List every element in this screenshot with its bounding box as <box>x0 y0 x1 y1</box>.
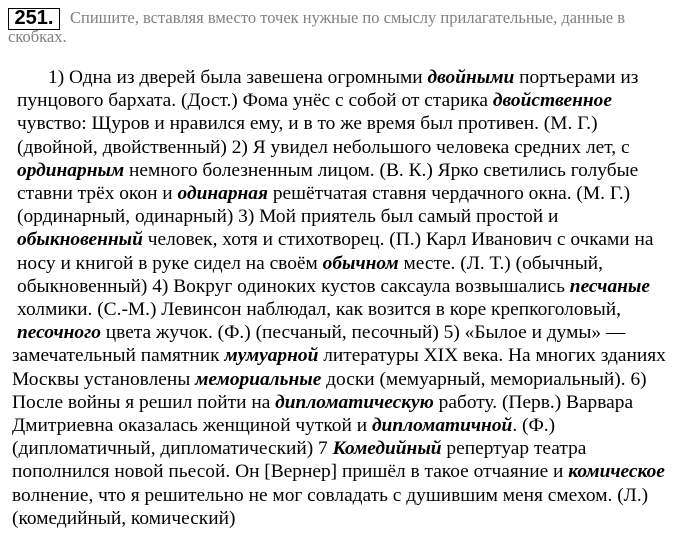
text-segment: работу. (Перв.) Варвара <box>433 391 634 413</box>
exercise-text <box>12 66 692 530</box>
text-segment: решётчатая ставня чердачного окна. (М. Г.) <box>267 183 631 205</box>
inserted-adjective: одинарная <box>177 183 268 205</box>
inserted-adjective: мемориальные <box>195 368 322 390</box>
text-segment: портьерами из <box>514 67 639 88</box>
text-line <box>12 414 692 437</box>
text-line <box>12 391 692 414</box>
instruction-line-1: Спишите, вставляя вместо точек нужные по смыслу прилагательные, данные в <box>70 8 626 27</box>
text-line <box>17 252 692 275</box>
text-line <box>17 228 692 251</box>
text-segment: После войны я решил пойти на <box>12 391 276 413</box>
text-segment: холмики. (С.-М.) Левинсон наблюдал, как возится в коре крепкоголовый, <box>17 299 621 321</box>
text-line <box>17 89 692 112</box>
instruction-line-2: скобках. <box>8 27 67 46</box>
text-line <box>12 437 692 460</box>
inserted-adjective: обыкновенный <box>17 229 143 251</box>
text-segment: пунцового бархата. (Дост.) Фома унёс с собой от старика <box>17 90 493 112</box>
text-line <box>17 136 692 159</box>
inserted-adjective: дипломатическую <box>275 391 434 413</box>
text-segment: ставни трёх окон и <box>17 183 178 205</box>
text-segment: литературы XIX века. На многих зданиях <box>318 345 666 367</box>
exercise-number: 251. <box>8 8 60 30</box>
inserted-adjective: Комедийный <box>332 438 442 460</box>
text-segment: замечательный памятник <box>12 345 225 367</box>
text-segment: чувство: Щуров и нравился ему, и в то же время был противен. (М. Г.) <box>17 113 598 135</box>
text-segment: Дмитриевна оказалась женщиной чуткой и <box>12 415 372 437</box>
text-line <box>17 112 692 135</box>
text-segment: цвета жучок. (Ф.) (песчаный, песочный) 5) «Былое и думы» — <box>100 322 626 344</box>
text-segment: доски (мемуарный, мемориальный). 6) <box>321 368 647 390</box>
text-segment: волнение, что я решительно не мог совладать с душившим меня смехом. (Л.) <box>12 484 649 506</box>
text-line <box>17 275 692 298</box>
inserted-adjective: ординарным <box>17 159 125 181</box>
text-line <box>12 368 692 391</box>
text-segment: (дипломатичный, дипломатический) 7 <box>12 438 333 460</box>
text-segment: пополнился новой пьесой. Он [Вернер] пришёл в такое отчаяние и <box>12 461 569 483</box>
inserted-adjective: комическое <box>568 461 665 483</box>
text-line <box>17 205 692 228</box>
text-segment: 1) Одна из дверей была завешена огромными <box>48 67 428 88</box>
text-segment: . (Ф.) <box>512 415 556 437</box>
inserted-adjective: мумуарной <box>224 345 319 367</box>
text-segment: месте. (Л. Т.) (обычный, <box>398 252 604 274</box>
text-segment: человек, хотя и стихотворец. (П.) Карл Иванович с очками на <box>142 229 654 251</box>
inserted-adjective: песочного <box>17 322 101 344</box>
text-line <box>12 460 692 483</box>
inserted-adjective: песчаные <box>569 275 650 297</box>
exercise-header <box>8 6 692 52</box>
text-segment: (ординарный, одинарный) 3) Мой приятель был самый простой и <box>17 206 559 228</box>
text-line <box>12 344 692 367</box>
text-line <box>17 321 692 344</box>
text-line <box>17 298 692 321</box>
inserted-adjective: обычном <box>322 252 399 274</box>
text-segment: немного болезненным лицом. (В. К.) Ярко светились голубые <box>124 159 639 181</box>
text-segment: носу и книгой в руке сидел на своём <box>17 252 323 274</box>
text-line <box>12 66 692 89</box>
text-line <box>12 507 692 530</box>
inserted-adjective: двойственное <box>492 90 612 112</box>
text-line <box>17 182 692 205</box>
text-segment: репертуар театра <box>441 438 587 460</box>
text-segment: (двойной, двойственный) 2) Я увидел небольшого человека средних лет, с <box>17 136 630 158</box>
text-segment: обыкновенный) 4) Вокруг одиноких кустов саксаула возвышались <box>17 275 570 297</box>
text-segment: (комедийный, комический) <box>12 507 236 529</box>
inserted-adjective: двойными <box>427 67 515 88</box>
text-line <box>17 159 692 182</box>
text-segment: Москвы установлены <box>12 368 196 390</box>
text-line <box>12 484 692 507</box>
inserted-adjective: дипломатичной <box>371 415 513 437</box>
